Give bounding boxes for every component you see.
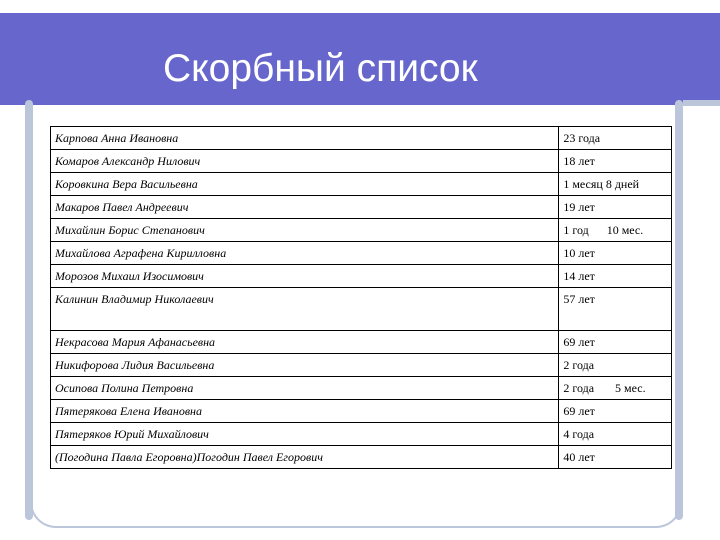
table-row [51,400,672,423]
frame-top-right-bar [683,100,720,106]
age-cell: 69 лет [559,331,672,354]
name-cell: Комаров Александр Нилович [51,150,559,173]
age-cell: 2 года [559,354,672,377]
table-row [51,127,672,150]
age-cell: 57 лет [559,288,672,331]
table-row [51,219,672,242]
table-row [51,331,672,354]
name-cell: Михайлова Аграфена Кирилловна [51,242,559,265]
table-row [51,242,672,265]
age-cell: 1 месяц 8 дней [559,173,672,196]
age-cell: 2 года 5 мес. [559,377,672,400]
table-row [51,196,672,219]
name-cell: Коровкина Вера Васильевна [51,173,559,196]
age-cell: 40 лет [559,446,672,469]
page-title: Скорбный список [163,47,478,90]
name-cell: Карпова Анна Ивановна [51,127,559,150]
age-cell: 18 лет [559,150,672,173]
table-row [51,423,672,446]
name-cell: Макаров Павел Андреевич [51,196,559,219]
name-cell: (Погодина Павла Егоровна)Погодин Павел Егорович [51,446,559,469]
age-cell: 19 лет [559,196,672,219]
name-cell: Калинин Владимир Николаевич [51,288,559,331]
table-row [51,150,672,173]
name-cell: Некрасова Мария Афанасьевна [51,331,559,354]
age-cell: 10 лет [559,242,672,265]
name-cell: Пятеряков Юрий Михайлович [51,423,559,446]
table-row [51,377,672,400]
name-cell: Никифорова Лидия Васильевна [51,354,559,377]
age-cell: 14 лет [559,265,672,288]
table-row [51,354,672,377]
name-cell: Михайлин Борис Степанович [51,219,559,242]
name-cell: Осипова Полина Петровна [51,377,559,400]
age-cell: 1 год 10 мес. [559,219,672,242]
age-cell: 23 года [559,127,672,150]
table-row [51,446,672,469]
name-cell: Морозов Михаил Изосимович [51,265,559,288]
age-cell: 4 года [559,423,672,446]
age-cell: 69 лет [559,400,672,423]
memorial-list-table [50,126,672,469]
title-banner [0,13,720,105]
table-row [51,173,672,196]
table-row [51,265,672,288]
name-cell: Пятерякова Елена Ивановна [51,400,559,423]
table-row [51,288,672,331]
